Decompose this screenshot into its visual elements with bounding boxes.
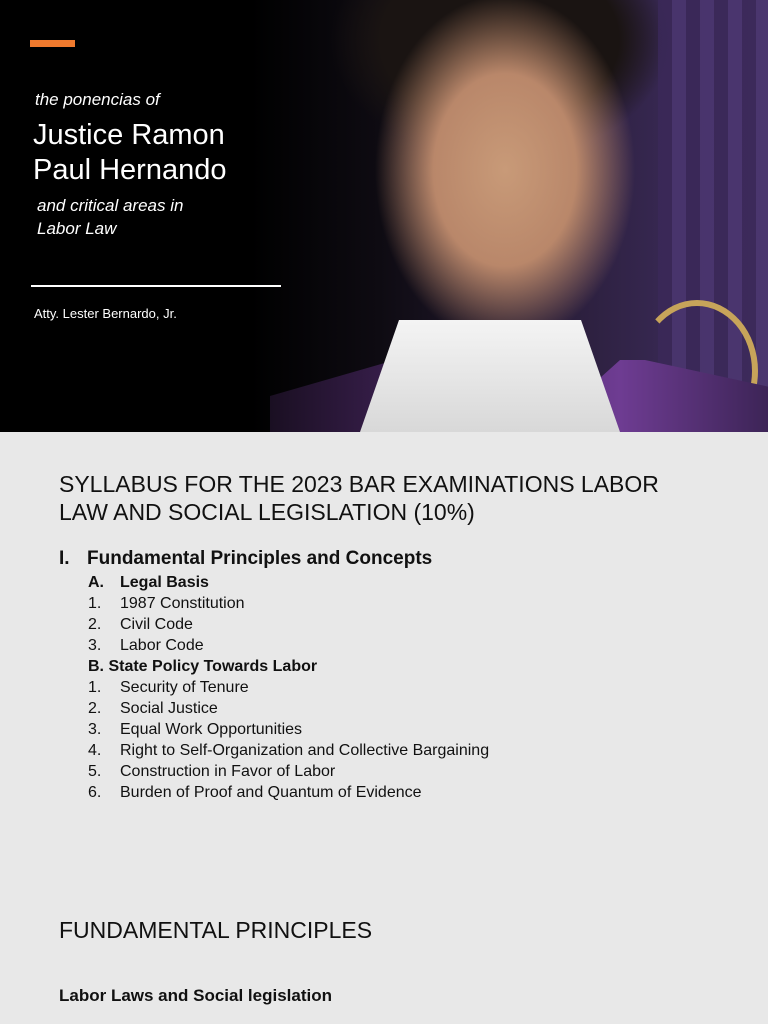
cover-title	[33, 118, 273, 188]
section-number: I.	[59, 548, 70, 569]
list-item-label: Construction in Favor of Labor	[120, 763, 336, 780]
list-item	[88, 614, 748, 635]
list-item	[88, 761, 748, 782]
list-item	[88, 635, 748, 656]
list-item-label: Right to Self-Organization and Collective Bargaining	[120, 742, 490, 759]
cover-title-line: Paul Hernando	[33, 154, 227, 186]
list-item-marker: 4.	[88, 742, 102, 759]
cover-subtitle-line: and critical areas in	[37, 196, 184, 215]
list-item	[88, 719, 748, 740]
list-item	[88, 593, 748, 614]
list-item	[88, 677, 748, 698]
section-label: Fundamental Principles and Concepts	[87, 548, 433, 569]
list-item-label: Social Justice	[120, 700, 218, 717]
cover-subtitle-bottom	[37, 194, 257, 240]
list-item-label: Equal Work Opportunities	[120, 721, 303, 738]
list-item-label: Labor Code	[120, 637, 204, 654]
subsection-heading	[88, 572, 748, 593]
justice-portrait-image	[250, 0, 768, 432]
syllabus-slide	[0, 432, 768, 1024]
list-item	[88, 782, 748, 803]
list-item-label: 1987 Constitution	[120, 595, 245, 612]
list-item-marker: 2.	[88, 700, 102, 717]
list-item-marker: 1.	[88, 595, 102, 612]
syllabus-title-line: SYLLABUS FOR THE 2023 BAR EXAMINATIONS LABOR	[59, 471, 659, 497]
subsection-label: Legal Basis	[120, 574, 209, 591]
subsection-marker: A.	[88, 574, 104, 591]
list-item-label: Security of Tenure	[120, 679, 249, 696]
principles-subheading: Labor Laws and Social legislation	[59, 986, 333, 1005]
subsection-heading: B. State Policy Towards Labor	[88, 658, 318, 675]
list-item-marker: 2.	[88, 616, 102, 633]
principles-heading: FUNDAMENTAL PRINCIPLES	[59, 917, 373, 943]
list-item-marker: 6.	[88, 784, 102, 801]
shirt-collar	[360, 320, 620, 432]
syllabus-title	[59, 470, 729, 526]
cover-subtitle-line: Labor Law	[37, 219, 117, 238]
list-item-label: Burden of Proof and Quantum of Evidence	[120, 784, 422, 801]
list-item-marker: 3.	[88, 721, 102, 738]
list-item	[88, 698, 748, 719]
list-item-marker: 5.	[88, 763, 102, 780]
syllabus-list	[88, 572, 748, 803]
list-item-marker: 3.	[88, 637, 102, 654]
cover-author: Atty. Lester Bernardo, Jr.	[34, 306, 177, 321]
cover-title-line: Justice Ramon	[33, 119, 225, 151]
cover-slide	[0, 0, 768, 432]
section-heading	[59, 548, 432, 570]
list-item	[88, 740, 748, 761]
accent-bar	[30, 40, 75, 47]
cover-divider	[31, 285, 281, 287]
list-item-label: Civil Code	[120, 616, 193, 633]
syllabus-title-line: LAW AND SOCIAL LEGISLATION (10%)	[59, 499, 475, 525]
list-item-marker: 1.	[88, 679, 102, 696]
cover-subtitle-top: the ponencias of	[35, 90, 160, 109]
